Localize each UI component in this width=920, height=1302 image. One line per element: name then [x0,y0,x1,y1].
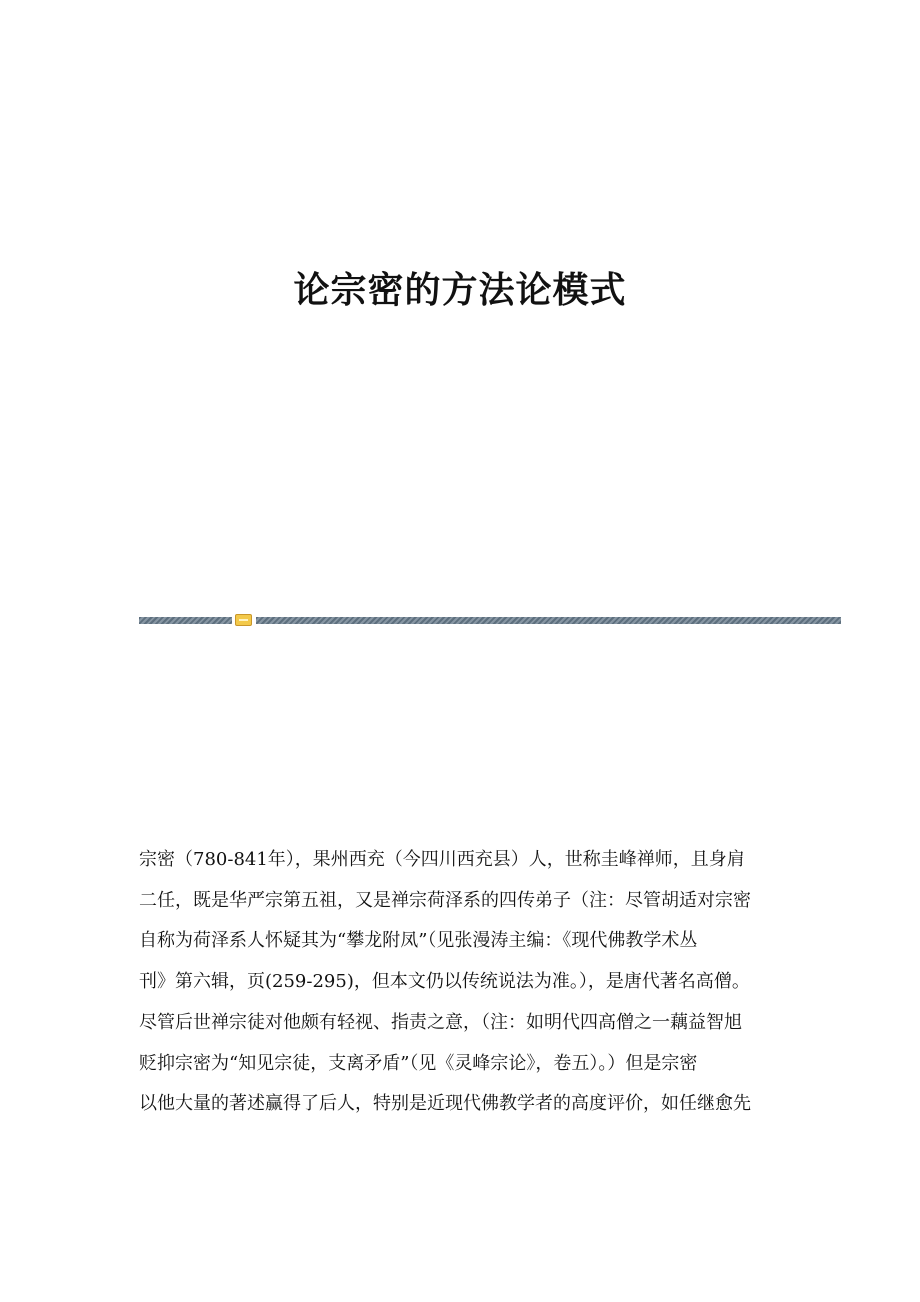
text-line: 贬抑宗密为“知见宗徒，支离矛盾”（见《灵峰宗论》，卷五）。）但是宗密 [139,1052,698,1074]
text-line: 二任，既是华严宗第五祖，又是禅宗荷泽系的四传弟子（注：尽管胡适对宗密 [139,889,751,911]
text-line: 尽管后世禅宗徒对他颇有轻视、指责之意，（注：如明代四高僧之一藕益智旭 [139,1011,742,1033]
text-line: 以他大量的著述赢得了后人，特别是近现代佛教学者的高度评价，如任继愈先 [139,1093,751,1115]
divider-bar-left [139,617,232,624]
text-line: 自称为荷泽系人怀疑其为“攀龙附凤”（见张漫涛主编：《现代佛教学术丛 [139,930,698,952]
document-title: 论宗密的方法论模式 [293,269,627,311]
divider-ornament-icon [235,614,252,626]
text-line: 刊》第六辑，页(259-295)，但本文仍以传统说法为准。），是唐代著名高僧。 [139,971,750,993]
body-paragraph [139,840,779,1125]
text-line: 宗密（780-841年），果州西充（今四川西充县）人，世称圭峰禅师，且身肩 [139,849,745,870]
ornamental-divider [139,614,841,626]
divider-bar-right [256,617,841,624]
